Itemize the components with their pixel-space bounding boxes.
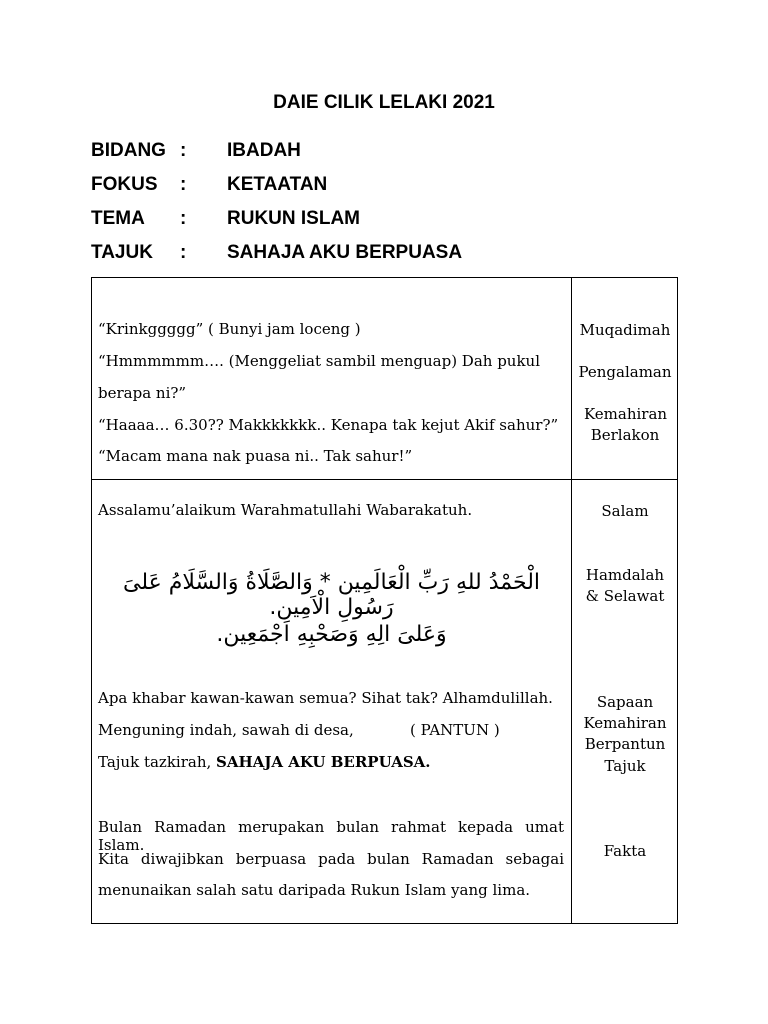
script-line: “Haaaa… 6.30?? Makkkkkkk.. Kenapa tak kejut Akif sahur?”: [98, 416, 559, 434]
script-line: “Hmmmmmm…. (Menggeliat sambil menguap) Dah pukul: [98, 352, 541, 370]
label-kemahiran: Kemahiran: [583, 714, 667, 732]
meta-label: BIDANG: [91, 140, 166, 161]
tajuk-line: [98, 753, 431, 771]
sapaan-text: Apa khabar kawan-kawan semua? Sihat tak? Alhamdulillah.: [98, 689, 553, 707]
label-hamdalah-selawat: Hamdalah & Selawat: [585, 566, 665, 605]
meta-value: SAHAJA AKU BERPUASA: [227, 242, 463, 263]
meta-colon: :: [180, 208, 187, 229]
meta-value: KETAATAN: [227, 174, 328, 195]
label-sapaan: Sapaan: [596, 693, 654, 711]
script-line: “Macam mana nak puasa ni.. Tak sahur!”: [98, 447, 413, 465]
meta-value: IBADAH: [227, 140, 301, 161]
tajuk-prefix: Tajuk tazkirah,: [98, 753, 217, 771]
fakta-line: Kita diwajibkan berpuasa pada bulan Ramadan sebagai: [98, 850, 564, 868]
script-table: [91, 277, 678, 924]
meta-value: RUKUN ISLAM: [227, 208, 360, 229]
label-pengalaman: Pengalaman: [578, 363, 672, 381]
label-fakta: Fakta: [603, 842, 647, 860]
meta-label: TAJUK: [91, 242, 153, 263]
meta-label: FOKUS: [91, 174, 158, 195]
salam-text: Assalamu’alaikum Warahmatullahi Wabarakatuh.: [98, 501, 473, 519]
script-line: “Krinkggggg” ( Bunyi jam loceng ): [98, 320, 361, 338]
document-title: DAIE CILIK LELAKI 2021: [273, 92, 495, 113]
arabic-selawat-line: وَعَلىَ الِهِ وَصَحْبِهِ اَجْمَعِين.: [216, 622, 447, 647]
pantun-tag: ( PANTUN ): [410, 721, 500, 739]
meta-colon: :: [180, 174, 187, 195]
fakta-line: menunaikan salah satu daripada Rukun Islam yang lima.: [98, 881, 531, 899]
meta-colon: :: [180, 242, 187, 263]
script-line: berapa ni?”: [98, 384, 187, 402]
meta-label: TEMA: [91, 208, 145, 229]
arabic-hamdalah-line: الْحَمْدُ للهِ رَبِّ الْعَالَمِين * وَالصَّلَاةُ وَالسَّلَامُ عَلىَ رَسُولِ الْاَمِين.: [122, 570, 541, 620]
label-berpantun: Berpantun: [584, 735, 666, 753]
tajuk-title: SAHAJA AKU BERPUASA.: [216, 753, 431, 771]
meta-colon: :: [180, 140, 187, 161]
label-muqadimah: Muqadimah: [579, 321, 671, 339]
label-salam: Salam: [601, 502, 649, 520]
label-kemahiran-berlakon: Kemahiran Berlakon: [584, 405, 668, 444]
fakta-line: Bulan Ramadan merupakan bulan rahmat kepada umat Islam.: [98, 818, 564, 854]
row-divider: [92, 479, 677, 480]
pantun-line: Menguning indah, sawah di desa,: [98, 721, 354, 739]
label-tajuk: Tajuk: [604, 757, 646, 775]
